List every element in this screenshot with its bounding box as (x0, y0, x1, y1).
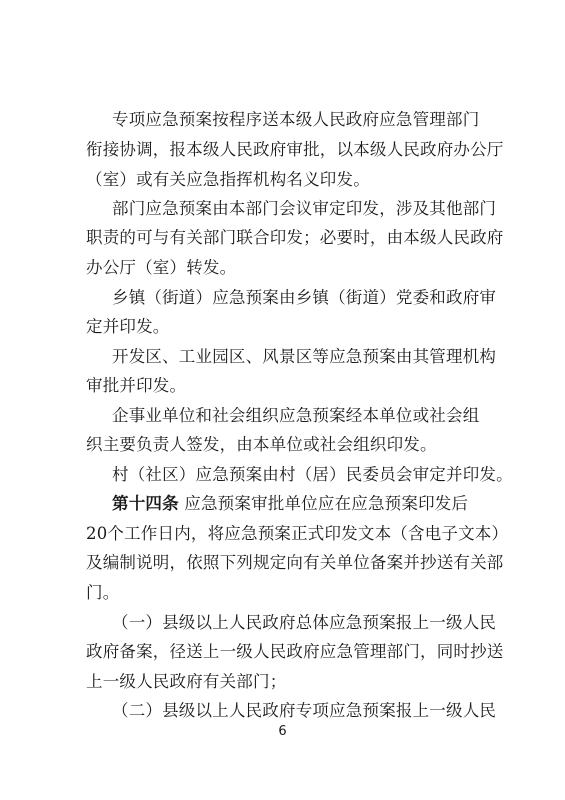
paragraph-line: 织主要负责人签发，由本单位或社会组织印发。 (86, 435, 437, 454)
list-item-line: （二）县级以上人民政府专项应急预案报上一级人民 (112, 701, 497, 720)
paragraph-line: 门。 (86, 583, 120, 602)
paragraph-line: 专项应急预案按程序送本级人民政府应急管理部门 (112, 110, 480, 129)
paragraph-line: 20个工作日内，将应急预案正式印发文本（含电子文本） (86, 524, 509, 543)
paragraph-text: 应急预案审批单位应在应急预案印发后 (184, 494, 469, 513)
article-label: 第十四条 (112, 494, 179, 513)
paragraph-line: 及编制说明，依照下列规定向有关单位备案并抄送有关部 (86, 553, 504, 572)
paragraph-line: （室）或有关应急指挥机构名义印发。 (86, 170, 370, 189)
page-number: 6 (278, 724, 287, 739)
paragraph-line: 乡镇（街道）应急预案由乡镇（街道）党委和政府审 (112, 288, 497, 307)
paragraph-line: 企事业单位和社会组织应急预案经本单位或社会组 (112, 406, 480, 425)
paragraph-line: 审批并印发。 (86, 376, 187, 395)
paragraph-line: 定并印发。 (86, 317, 170, 336)
paragraph-line: 部门应急预案由本部门会议审定印发，涉及其他部门 (112, 199, 497, 218)
paragraph-line: 职责的可与有关部门联合印发；必要时，由本级人民政府 (86, 228, 504, 247)
list-item-line: （一）县级以上人民政府总体应急预案报上一级人民 (112, 613, 497, 632)
paragraph-line: 办公厅（室）转发。 (86, 258, 237, 277)
list-item-line: 上一级人民政府有关部门； (86, 672, 287, 691)
paragraph-line: 开发区、工业园区、风景区等应急预案由其管理机构 (112, 347, 497, 366)
list-item-line: 政府备案，径送上一级人民政府应急管理部门，同时抄送 (86, 642, 504, 661)
paragraph-line: 衔接协调，报本级人民政府审批，以本级人民政府办公厅 (86, 140, 504, 159)
paragraph-line: 村（社区）应急预案由村（居）民委员会审定并印发。 (112, 465, 513, 484)
article-line (112, 494, 468, 514)
